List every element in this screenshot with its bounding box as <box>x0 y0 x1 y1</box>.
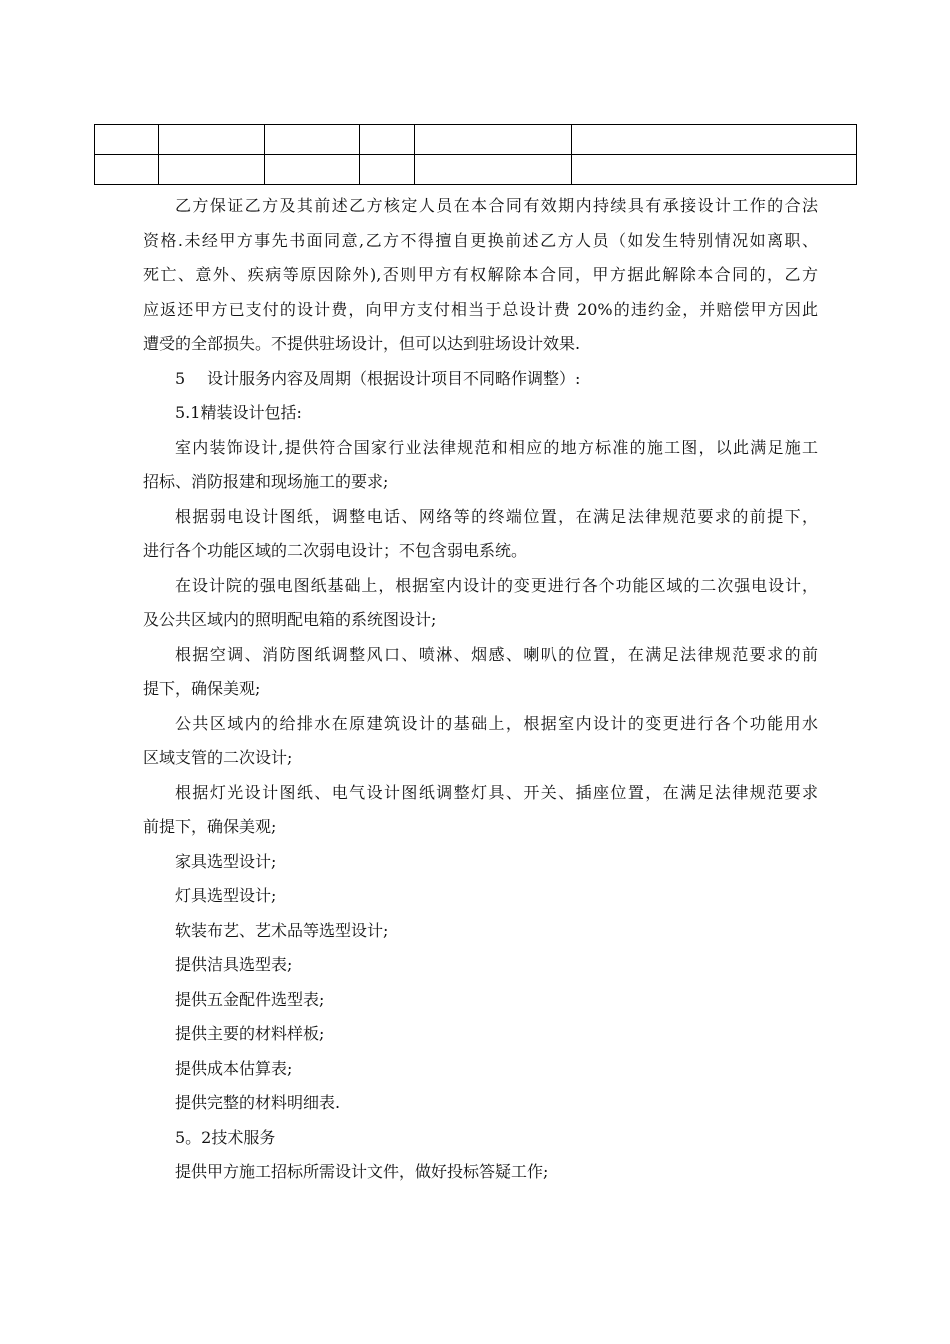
paragraph-line: 乙方保证乙方及其前述乙方核定人员在本合同有效期内持续具有承接设计工作的合法 <box>175 196 818 215</box>
list-item-line: 及公共区域内的照明配电箱的系统图设计; <box>143 610 437 629</box>
list-item: 软装布艺、艺术品等选型设计; <box>175 920 389 940</box>
list-item-line: 前提下，确保美观; <box>143 817 277 836</box>
table-cell <box>95 155 159 185</box>
table-cell <box>572 125 857 155</box>
list-item-line: 在设计院的强电图纸基础上，根据室内设计的变更进行各个功能区域的二次强电设计， <box>175 575 818 595</box>
list-item-line: 进行各个功能区域的二次弱电设计；不包含弱电系统。 <box>143 541 528 560</box>
list-item-line: 根据弱电设计图纸，调整电话、网络等的终端位置，在满足法律规范要求的前提下， <box>175 506 818 526</box>
table-cell <box>572 155 857 185</box>
table-row <box>95 155 857 185</box>
table-cell <box>415 155 572 185</box>
list-item: 提供甲方施工招标所需设计文件，做好投标答疑工作; <box>175 1162 549 1181</box>
list-item: 提供完整的材料明细表. <box>175 1093 341 1112</box>
table-cell <box>360 125 415 155</box>
list-item-line: 区域支管的二次设计; <box>143 748 293 767</box>
table-cell <box>159 155 265 185</box>
table-cell <box>415 125 572 155</box>
paragraph-line: 应返还甲方已支付的设计费，向甲方支付相当于总设计费 20%的违约金，并赔偿甲方因此 <box>143 299 818 319</box>
paragraph-line: 资格.未经甲方事先书面同意,乙方不得擅自更换前述乙方人员（如发生特别情况如离职、 <box>143 230 818 250</box>
section-heading-5-1: 5.1精装设计包括: <box>175 403 302 422</box>
list-item-line: 提下，确保美观; <box>143 679 261 698</box>
list-item: 灯具选型设计; <box>175 886 277 905</box>
table-cell <box>360 155 415 185</box>
list-item-line: 公共区域内的给排水在原建筑设计的基础上，根据室内设计的变更进行各个功能用水 <box>175 713 818 733</box>
list-item: 提供成本估算表; <box>175 1058 293 1078</box>
table-cell <box>265 155 360 185</box>
table-cell <box>159 125 265 155</box>
list-item: 家具选型设计; <box>175 851 277 871</box>
staff-table <box>94 124 857 185</box>
section-title: 设计服务内容及周期（根据设计项目不同略作调整）: <box>207 368 581 388</box>
list-item: 提供洁具选型表; <box>175 955 293 974</box>
section-number: 5 <box>175 368 186 388</box>
table-cell <box>95 125 159 155</box>
section-heading-5 <box>143 362 818 397</box>
document-body <box>143 189 818 1190</box>
table-cell <box>265 125 360 155</box>
list-item-line: 室内装饰设计,提供符合国家行业法律规范和相应的地方标准的施工图，以此满足施工 <box>175 437 818 457</box>
table-row <box>95 125 857 155</box>
paragraph-line: 死亡、意外、疾病等原因除外),否则甲方有权解除本合同，甲方据此解除本合同的，乙方 <box>143 265 818 284</box>
list-item-line: 招标、消防报建和现场施工的要求; <box>143 472 389 491</box>
list-item-line: 根据空调、消防图纸调整风口、喷淋、烟感、喇叭的位置，在满足法律规范要求的前 <box>175 644 818 664</box>
paragraph-line: 遭受的全部损失。不提供驻场设计，但可以达到驻场设计效果. <box>143 334 581 353</box>
list-item: 提供主要的材料样板; <box>175 1024 325 1043</box>
list-item: 提供五金配件选型表; <box>175 989 325 1009</box>
section-heading-5-2: 5。2技术服务 <box>175 1127 276 1147</box>
list-item-line: 根据灯光设计图纸、电气设计图纸调整灯具、开关、插座位置，在满足法律规范要求 <box>175 782 818 802</box>
